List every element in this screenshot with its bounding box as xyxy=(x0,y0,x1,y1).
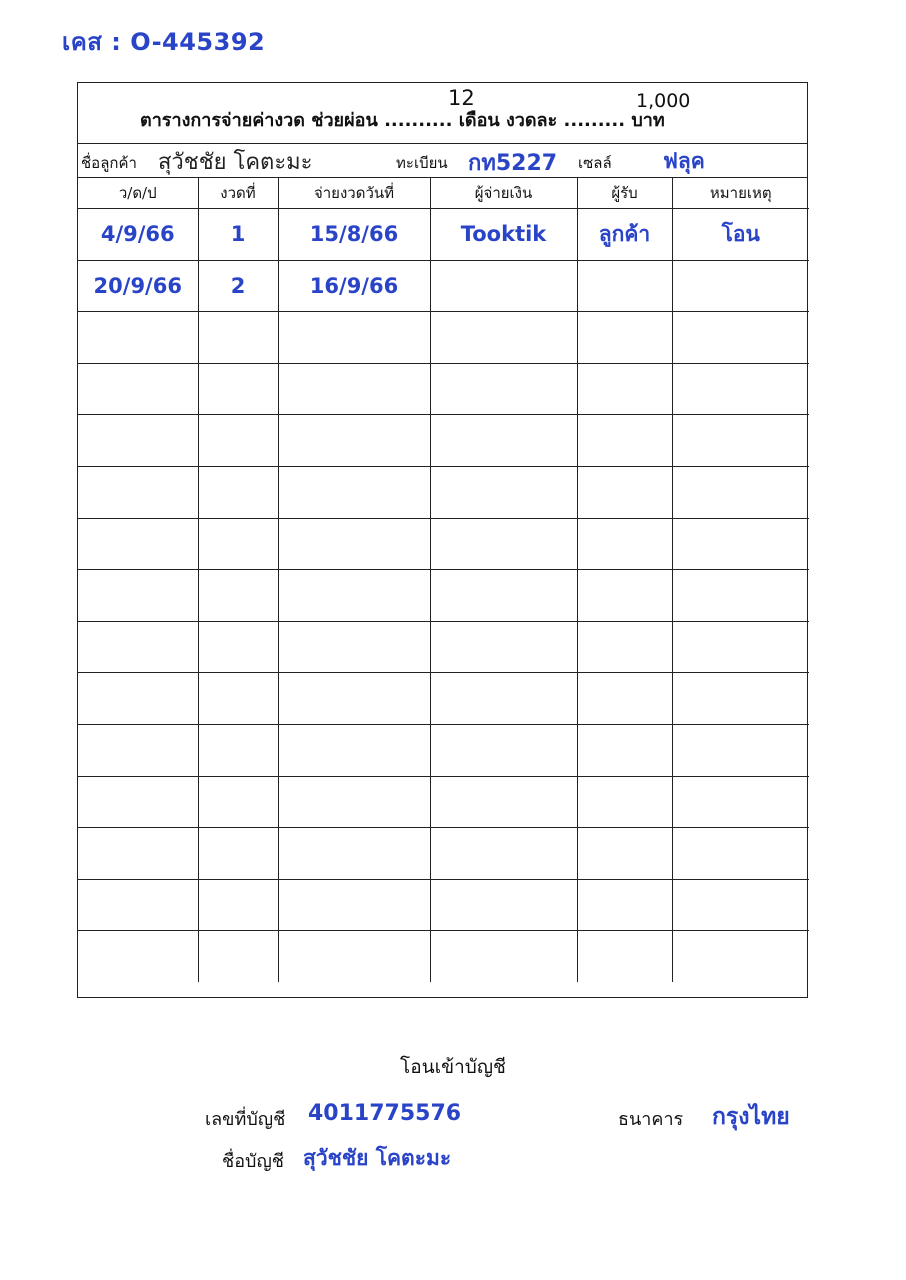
cell-remark xyxy=(672,466,809,518)
customer-name-label: ชื่อลูกค้า xyxy=(81,154,137,172)
table-row xyxy=(78,673,809,725)
header-payer: ผู้จ่ายเงิน xyxy=(430,177,577,209)
table-row xyxy=(78,363,809,415)
cell-date xyxy=(78,312,198,364)
installment-sheet xyxy=(77,82,808,998)
cell-payer xyxy=(430,518,577,570)
cell-receiver xyxy=(577,828,672,880)
cell-installment: 2 xyxy=(198,260,278,312)
table-row xyxy=(78,570,809,622)
cell-date xyxy=(78,776,198,828)
cell-payer: Tooktik xyxy=(430,209,577,261)
cell-remark xyxy=(672,312,809,364)
cell-installment xyxy=(198,931,278,982)
cell-date xyxy=(78,363,198,415)
payment-table xyxy=(78,177,809,982)
sale-value: ฟลุค xyxy=(663,149,705,173)
bank-label: ธนาคาร xyxy=(618,1109,684,1130)
bank-value: กรุงไทย xyxy=(712,1104,790,1130)
cell-date: 20/9/66 xyxy=(78,260,198,312)
table-row xyxy=(78,209,809,261)
cell-pay-date: 16/9/66 xyxy=(278,260,430,312)
plate-value: กท5227 xyxy=(468,151,558,176)
cell-installment xyxy=(198,415,278,467)
cell-receiver xyxy=(577,415,672,467)
cell-receiver xyxy=(577,518,672,570)
cell-date xyxy=(78,415,198,467)
table-row xyxy=(78,415,809,467)
header-remark: หมายเหตุ xyxy=(672,177,809,209)
title-dots-amount: ......... xyxy=(563,110,626,131)
cell-installment xyxy=(198,879,278,931)
cell-date xyxy=(78,724,198,776)
title-months-label: เดือน งวดละ xyxy=(458,110,558,131)
cell-receiver xyxy=(577,466,672,518)
table-row xyxy=(78,260,809,312)
cell-pay-date xyxy=(278,828,430,880)
cell-pay-date xyxy=(278,673,430,725)
cell-installment xyxy=(198,570,278,622)
cell-installment xyxy=(198,466,278,518)
table-row xyxy=(78,828,809,880)
cell-pay-date xyxy=(278,312,430,364)
cell-date xyxy=(78,570,198,622)
header-installment: งวดที่ xyxy=(198,177,278,209)
cell-payer xyxy=(430,776,577,828)
title-row xyxy=(78,83,807,144)
cell-installment xyxy=(198,724,278,776)
cell-installment: 1 xyxy=(198,209,278,261)
cell-date xyxy=(78,621,198,673)
table-row xyxy=(78,518,809,570)
cell-pay-date xyxy=(278,415,430,467)
cell-date xyxy=(78,879,198,931)
cell-date xyxy=(78,466,198,518)
account-number-label: เลขที่บัญชี xyxy=(205,1109,286,1130)
plate-label: ทะเบียน xyxy=(396,154,448,172)
cell-receiver xyxy=(577,931,672,982)
cell-remark xyxy=(672,621,809,673)
cell-receiver xyxy=(577,570,672,622)
cell-receiver xyxy=(577,673,672,725)
cell-installment xyxy=(198,828,278,880)
cell-receiver xyxy=(577,879,672,931)
customer-info-row xyxy=(78,143,807,178)
table-row xyxy=(78,931,809,982)
cell-receiver xyxy=(577,363,672,415)
cell-pay-date xyxy=(278,931,430,982)
cell-receiver xyxy=(577,776,672,828)
cell-date xyxy=(78,518,198,570)
table-row xyxy=(78,621,809,673)
table-header-row xyxy=(78,177,809,209)
cell-payer xyxy=(430,260,577,312)
table-row xyxy=(78,776,809,828)
cell-payer xyxy=(430,724,577,776)
cell-payer xyxy=(430,570,577,622)
cell-date xyxy=(78,828,198,880)
cell-remark xyxy=(672,879,809,931)
cell-payer xyxy=(430,312,577,364)
cell-remark xyxy=(672,415,809,467)
cell-remark xyxy=(672,673,809,725)
cell-remark xyxy=(672,363,809,415)
cell-receiver xyxy=(577,621,672,673)
cell-payer xyxy=(430,673,577,725)
cell-pay-date xyxy=(278,776,430,828)
cell-pay-date xyxy=(278,518,430,570)
cell-installment xyxy=(198,363,278,415)
cell-remark xyxy=(672,518,809,570)
cell-payer xyxy=(430,415,577,467)
amount-value: 1,000 xyxy=(636,90,691,112)
cell-date: 4/9/66 xyxy=(78,209,198,261)
title-currency: บาท xyxy=(631,110,665,131)
transfer-heading: โอนเข้าบัญชี xyxy=(400,1056,506,1078)
cell-remark xyxy=(672,724,809,776)
cell-pay-date: 15/8/66 xyxy=(278,209,430,261)
cell-date xyxy=(78,673,198,725)
sheet-title xyxy=(140,105,665,134)
cell-remark xyxy=(672,260,809,312)
header-pay-date: จ่ายงวดวันที่ xyxy=(278,177,430,209)
account-name-label: ชื่อบัญชี xyxy=(222,1151,285,1172)
cell-payer xyxy=(430,621,577,673)
cell-remark xyxy=(672,828,809,880)
cell-receiver xyxy=(577,724,672,776)
title-dots-months: .......... xyxy=(384,110,453,131)
cell-pay-date xyxy=(278,621,430,673)
title-prefix: ตารางการจ่ายค่างวด ช่วยผ่อน xyxy=(140,110,378,131)
cell-installment xyxy=(198,776,278,828)
cell-installment xyxy=(198,312,278,364)
cell-pay-date xyxy=(278,570,430,622)
header-receiver: ผู้รับ xyxy=(577,177,672,209)
cell-receiver xyxy=(577,260,672,312)
table-row xyxy=(78,724,809,776)
cell-payer xyxy=(430,879,577,931)
header-date: ว/ด/ป xyxy=(78,177,198,209)
account-number-value: 4011775576 xyxy=(308,1101,462,1126)
cell-installment xyxy=(198,673,278,725)
cell-remark xyxy=(672,570,809,622)
case-number: เคส : O-445392 xyxy=(62,28,266,56)
table-row xyxy=(78,879,809,931)
cell-payer xyxy=(430,931,577,982)
cell-installment xyxy=(198,621,278,673)
cell-payer xyxy=(430,828,577,880)
cell-receiver xyxy=(577,312,672,364)
cell-remark: โอน xyxy=(672,209,809,261)
cell-date xyxy=(78,931,198,982)
cell-pay-date xyxy=(278,724,430,776)
account-name-value: สุวัชชัย โคตะมะ xyxy=(303,1146,452,1170)
cell-remark xyxy=(672,776,809,828)
cell-payer xyxy=(430,363,577,415)
customer-name-value: สุวัชชัย โคตะมะ xyxy=(158,150,313,175)
cell-payer xyxy=(430,466,577,518)
months-value: 12 xyxy=(448,86,475,110)
sale-label: เซลล์ xyxy=(578,154,612,172)
table-row xyxy=(78,312,809,364)
cell-receiver: ลูกค้า xyxy=(577,209,672,261)
cell-installment xyxy=(198,518,278,570)
cell-remark xyxy=(672,931,809,982)
cell-pay-date xyxy=(278,466,430,518)
cell-pay-date xyxy=(278,879,430,931)
cell-pay-date xyxy=(278,363,430,415)
table-row xyxy=(78,466,809,518)
